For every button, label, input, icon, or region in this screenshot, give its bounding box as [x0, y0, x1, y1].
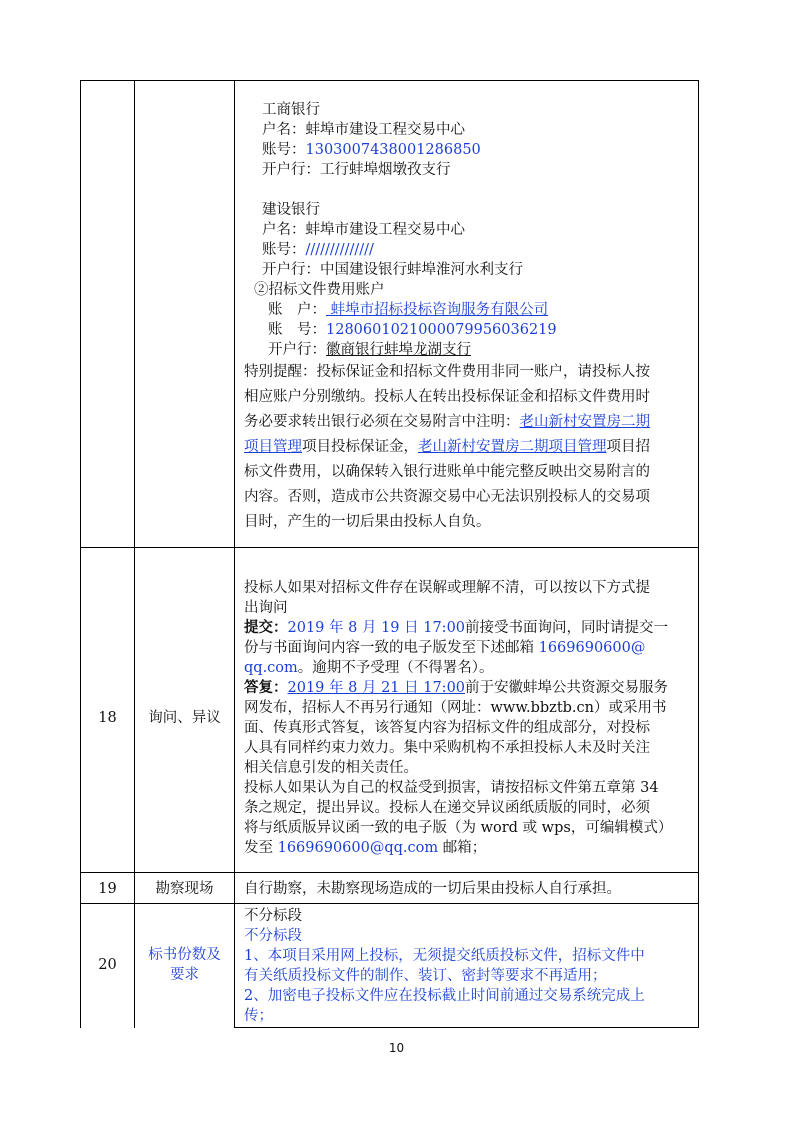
row-20-item [135, 945, 234, 985]
objection-line-4: 发至 1669690600@qq.com 邮箱； [244, 840, 487, 856]
project-name-link-1b: 项目管理 [244, 439, 302, 455]
icbc-branch: 开户行：工行蚌埠烟墩孜支行 [262, 162, 451, 178]
section-line-2: 不分标段 [244, 928, 302, 944]
reply-line-5: 相关信息引发的相关责任。 [244, 760, 418, 776]
ccb-account-number: ////////////// [305, 242, 374, 258]
icbc-account-number: 1303007438001286850 [305, 142, 481, 158]
notice-line-6: 内容。否则，造成市公共资源交易中心无法识别投标人的交易项 [244, 489, 650, 505]
page-number: 10 [388, 1041, 405, 1055]
ccb-account-name: 户名：蚌埠市建设工程交易中心 [262, 222, 465, 238]
submit-email-part-2: qq.com [244, 660, 298, 676]
row-20-content [244, 906, 694, 1026]
ccb-branch: 开户行：中国建设银行蚌埠淮河水利支行 [262, 262, 523, 278]
project-name-link-1a: 老山新村安置房二期 [519, 414, 650, 430]
objection-email: 1669690600@qq.com [277, 840, 439, 856]
ccb-title: 建设银行 [262, 202, 320, 218]
row-19-item: 勘察现场 [155, 881, 214, 897]
ccb-account-number-line: 账号：////////////// [262, 242, 374, 258]
site-survey-text: 自行勘察，未勘察现场造成的一切后果由投标人自行承担。 [244, 881, 621, 897]
notice-line-7: 目时，产生的一切后果由投标人自负。 [244, 514, 491, 530]
row-18-item: 询问、异议 [148, 710, 221, 726]
row-divider-18-19 [80, 872, 699, 873]
fee-account-title: ②招标文件费用账户 [254, 282, 385, 298]
fee-branch: 徽商银行蚌埠龙湖支行 [326, 342, 471, 358]
row-19-content [244, 879, 694, 899]
reply-line-1: 答复：2019 年 8 月 21 日 17:00前于安徽蚌埠公共资源交易服务 [244, 679, 669, 696]
reply-line-2: 网发布，招标人不再另行通知（网址：www.bbztb.cn）或采用书 [244, 700, 667, 716]
project-name-link-2: 老山新村安置房二期项目管理 [418, 439, 607, 455]
icbc-account-name: 户名：蚌埠市建设工程交易中心 [262, 122, 465, 138]
row-18-content [244, 578, 694, 858]
row-19-number: 19 [98, 881, 117, 897]
fee-account-name: 蚌埠市招标投标咨询服务有限公司 [326, 302, 549, 318]
icbc-account-number-line: 账号：1303007438001286850 [262, 142, 481, 158]
section-line-1: 不分标段 [244, 908, 302, 924]
submit-line-2: 份与书面询问内容一致的电子版发至下述邮箱 1669690600@ [244, 640, 646, 656]
requirement-2-line-1: 2、加密电子投标文件应在投标截止时间前通过交易系统完成上 [244, 988, 645, 1004]
row-18-number: 18 [98, 710, 117, 726]
submit-email-part-1: 1669690600@ [538, 640, 646, 656]
fee-branch-line: 开户行：徽商银行蚌埠龙湖支行 [268, 342, 471, 358]
submit-deadline: 2019 年 8 月 19 日 17:00 [287, 620, 466, 636]
row-divider-17-18 [80, 547, 699, 548]
inquiry-intro-1: 投标人如果对招标文件存在误解或理解不清，可以按以下方式提 [244, 580, 650, 596]
table-border-top [80, 80, 699, 81]
table-border-right [698, 80, 699, 1028]
table-border-bottom-partial [234, 1027, 699, 1028]
reply-deadline: 2019 年 8 月 21 日 17:00 [287, 680, 466, 696]
icbc-title: 工商银行 [262, 102, 320, 118]
notice-line-5: 标文件费用，以确保转入银行进账单中能完整反映出交易附言的 [244, 464, 650, 480]
row-20-number: 20 [98, 957, 117, 973]
row-20-item-line-2: 要求 [170, 967, 199, 983]
notice-line-4: 项目管理项目投标保证金，老山新村安置房二期项目管理项目招 [244, 439, 650, 455]
spacer [244, 180, 694, 200]
fee-account-name-line: 账 户： 蚌埠市招标投标咨询服务有限公司 [268, 302, 549, 318]
row-20-item-line-1: 标书份数及 [148, 947, 221, 963]
submit-line-1: 提交：2019 年 8 月 19 日 17:00前接受书面询问，同时请提交一 [244, 619, 669, 636]
submit-line-3: qq.com。逾期不予受理（不得署名）。 [244, 660, 494, 676]
requirement-1-line-1: 1、本项目采用网上投标，无须提交纸质投标文件，招标文件中 [244, 948, 645, 964]
notice-line-3: 务必要求转出银行必须在交易附言中注明：老山新村安置房二期 [244, 414, 650, 430]
requirement-1-line-2: 有关纸质投标文件的制作、装订、密封等要求不再适用； [244, 968, 607, 984]
fee-account-number-line: 账 号：1280601021000079956036219 [268, 322, 557, 338]
objection-line-1: 投标人如果认为自己的权益受到损害，请按招标文件第五章第 34 [244, 780, 659, 796]
reply-line-4: 人具有同样约束力效力。集中采购机构不承担投标人未及时关注 [244, 740, 650, 756]
notice-line-2: 相应账户分别缴纳。投标人在转出投标保证金和招标文件费用时 [244, 389, 650, 405]
column-divider-2 [234, 80, 235, 1028]
row-divider-19-20 [80, 903, 699, 904]
reply-line-3: 面、传真形式答复，该答复内容为招标文件的组成部分，对投标 [244, 720, 650, 736]
objection-line-2: 条之规定，提出异议。投标人在递交异议函纸质版的同时，必须 [244, 800, 650, 816]
objection-line-3: 将与纸质版异议函一致的电子版（为 word 或 wps，可编辑模式） [244, 820, 673, 836]
notice-line-1: 特别提醒：投标保证金和招标文件费用非同一账户，请投标人按 [244, 364, 650, 380]
bank-accounts-cell [244, 100, 694, 535]
fee-account-number: 1280601021000079956036219 [326, 322, 557, 338]
inquiry-intro-2: 出询问 [244, 600, 288, 616]
requirement-2-line-2: 传； [244, 1008, 273, 1024]
